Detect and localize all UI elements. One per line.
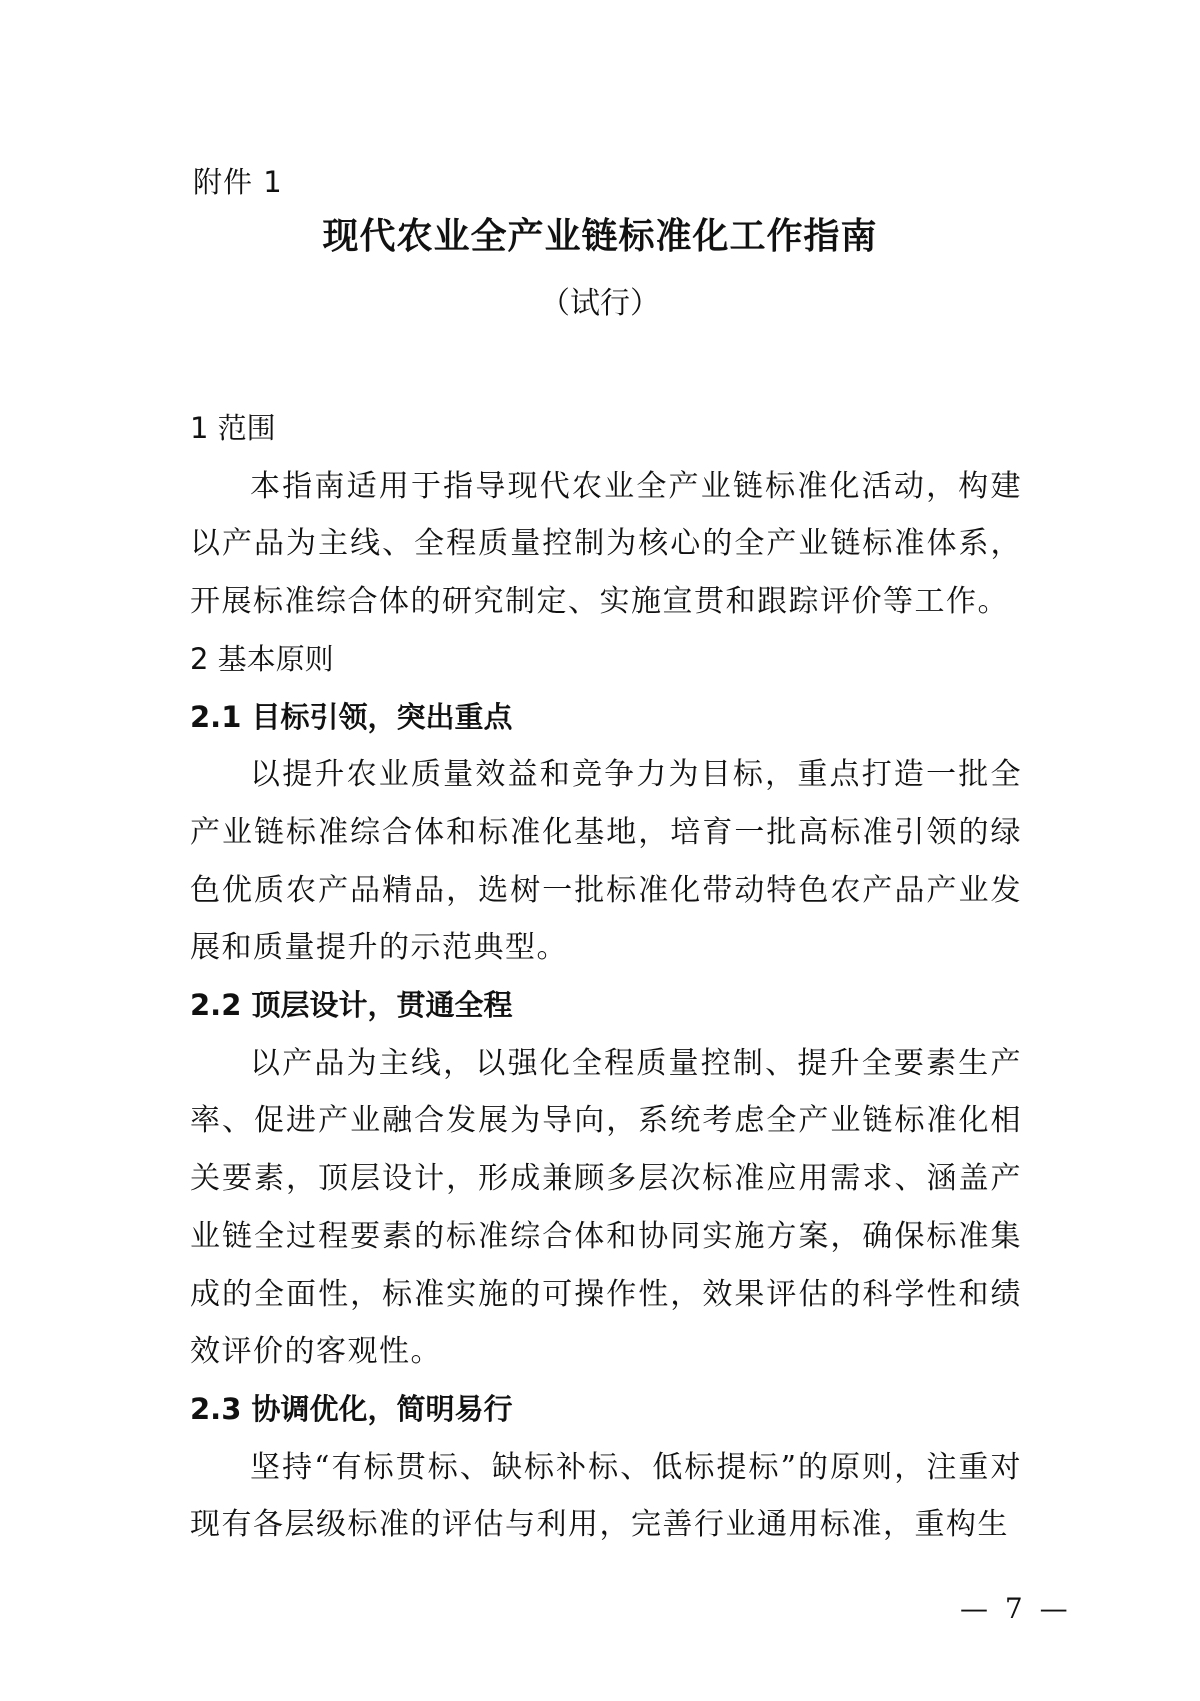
section-heading-principles: 2 基本原则 bbox=[190, 641, 334, 676]
section-heading-scope: 1 范围 bbox=[190, 411, 276, 445]
paragraph-2-2: 以产品为主线，以强化全程质量控制、提升全要素生产率、促进产业融合发展为导向，系统考虑全产业链标准化相关要素，顶层设计，形成兼顾多层次标准应用需求、涵盖产业链全过程要素的标准综合体和协同实施方案，确保标准集成的全面性，标准实施的可操作性，效果评估的科学性和绩效评价的客观性。 bbox=[190, 1045, 1022, 1370]
subsection-heading-2-2: 2.2 顶层设计，贯通全程 bbox=[190, 988, 513, 1023]
subsection-heading-2-3: 2.3 协调优化，简明易行 bbox=[190, 1391, 513, 1426]
paragraph-scope: 本指南适用于指导现代农业全产业链标准化活动，构建以产品为主线、全程质量控制为核心的全产业链标准体系，开展标准综合体的研究制定、实施宣贯和跟踪评价等工作。 bbox=[190, 468, 1022, 620]
subsection-heading-2-1: 2.1 目标引领，突出重点 bbox=[190, 699, 513, 734]
document-subtitle: （试行） bbox=[540, 286, 660, 321]
document-title: 现代农业全产业链标准化工作指南 bbox=[322, 216, 878, 257]
paragraph-2-1: 以提升农业质量效益和竞争力为目标，重点打造一批全产业链标准综合体和标准化基地，培育一批高标准引领的绿色优质农产品精品，选树一批标准化带动特色农产品产业发展和质量提升的示范典型。 bbox=[190, 757, 1022, 966]
paragraph-2-3: 坚持“有标贯标、缺标补标、低标提标”的原则，注重对现有各层级标准的评估与利用，完善行业通用标准，重构生 bbox=[190, 1449, 1022, 1543]
document-body bbox=[190, 400, 1022, 1554]
page-number: — 7 — bbox=[960, 1592, 1072, 1625]
attachment-label: 附件 1 bbox=[193, 165, 283, 199]
